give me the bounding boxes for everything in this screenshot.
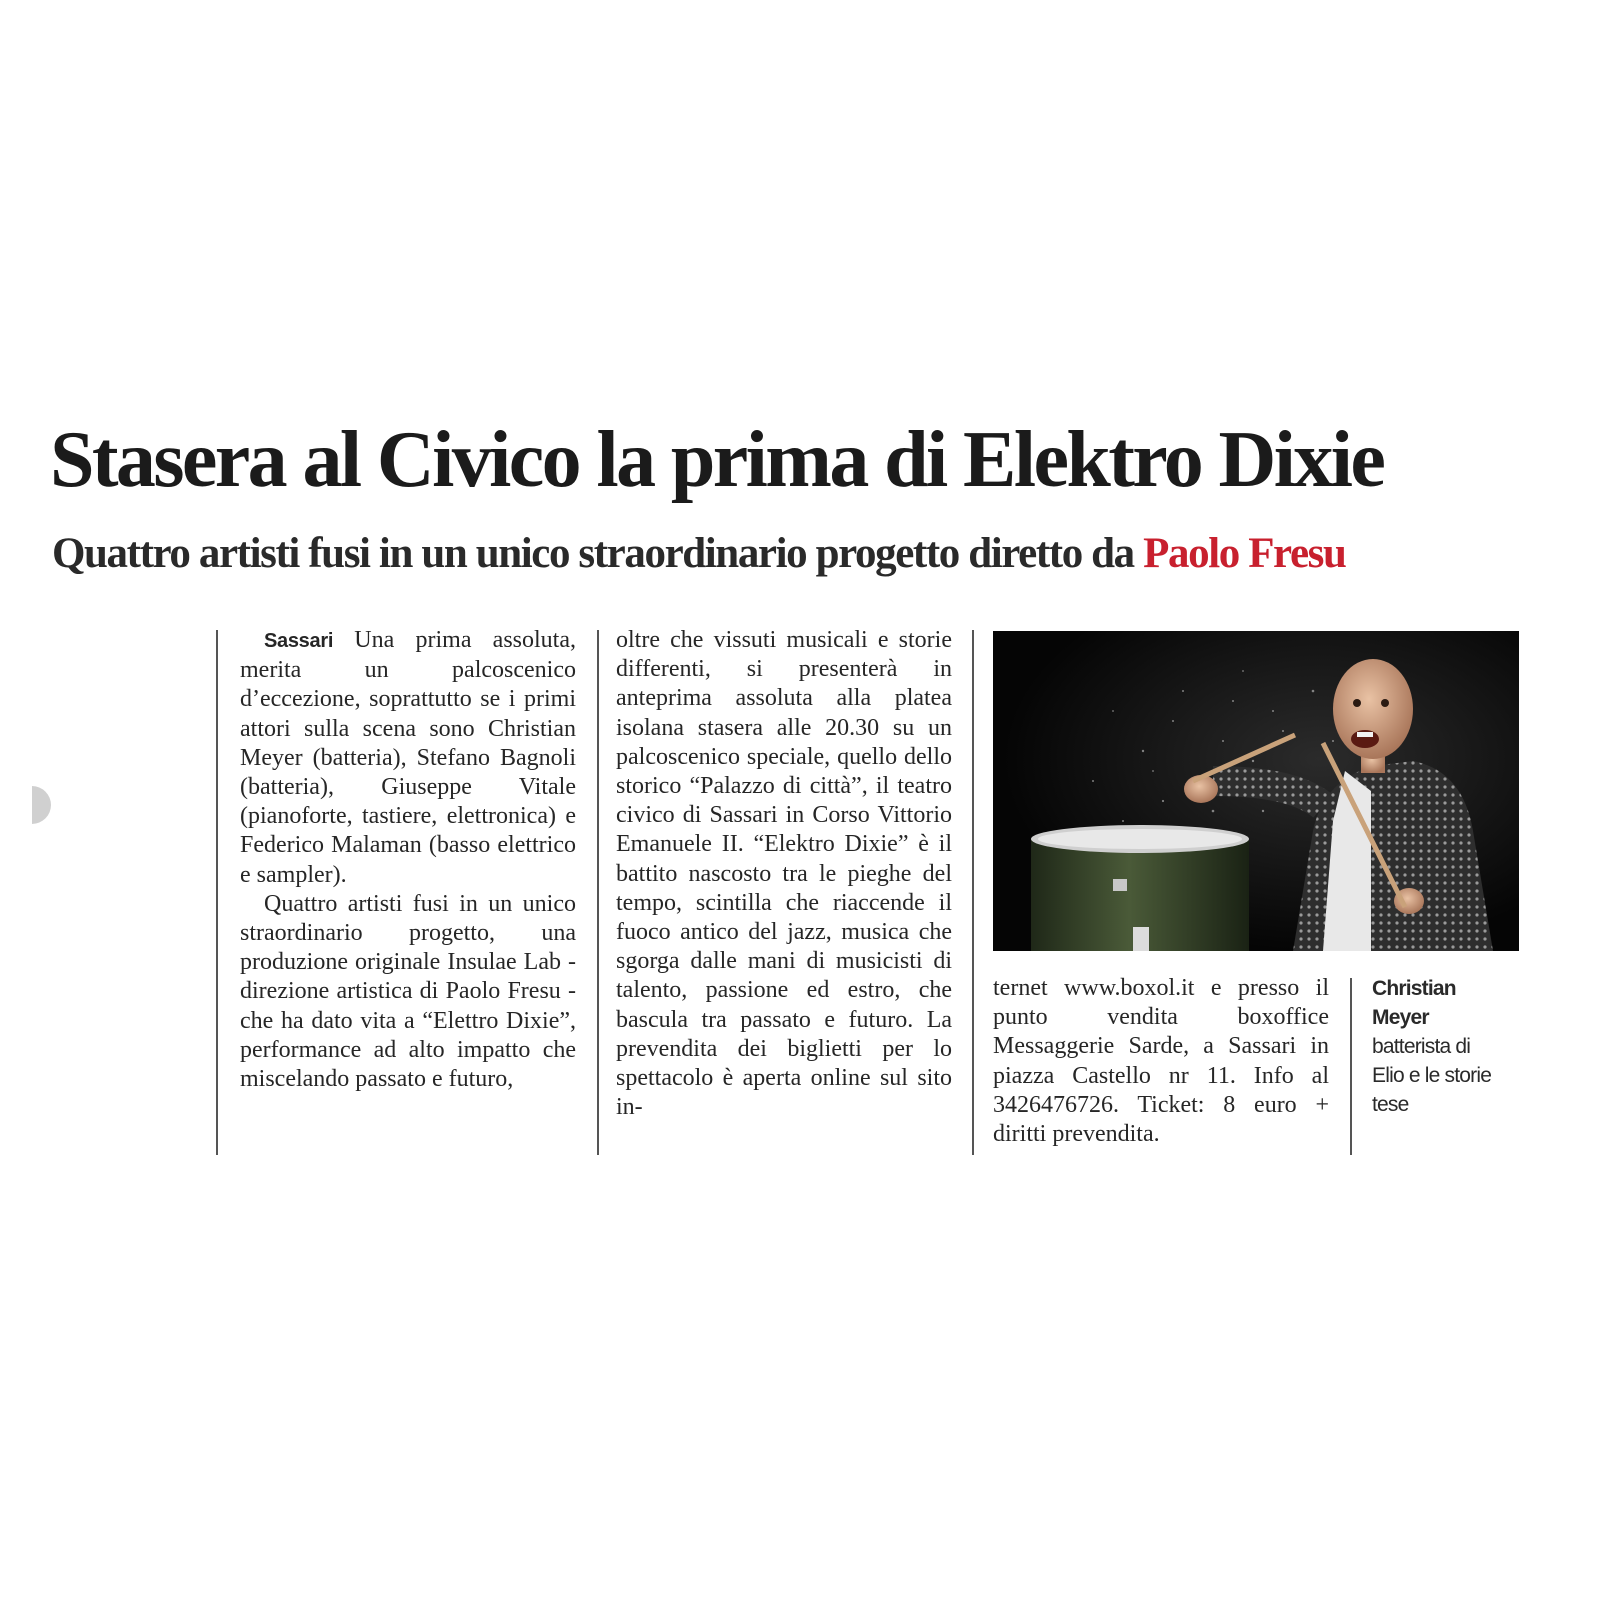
- column-rule-left: [216, 630, 218, 1155]
- paragraph-1-text: Una prima assoluta, merita un palcoscenico d’eccezione, soprattutto se i primi attori sulla scena sono Christian Meyer (batteria), Stefano Bagnoli (batteria), Giuseppe Vitale (pianoforte, tastiere, elettronica) e Federico Malaman (basso elettrico e sampler).: [240, 627, 576, 888]
- caption-name: Christian Meyer: [1372, 977, 1456, 1029]
- column-3-text: ternet www.boxol.it e presso il punto vendita boxoffice Messaggerie Sarde, a Sassari in piazza Castello nr 11. Info al 3426476726. Ticket: 8 euro + diritti prevendita.: [993, 975, 1329, 1148]
- subheadline-highlight-name: Paolo Fresu: [1143, 530, 1346, 577]
- caption-rule: [1350, 978, 1352, 1155]
- article-headline: Stasera al Civico la prima di Elektro Dixie: [50, 416, 1384, 504]
- column-rule-2: [972, 630, 974, 1155]
- column-2-text: oltre che vissuti musicali e storie differenti, si presenterà in anteprima assoluta alla platea isolana stasera alle 20.30 su un palcoscenico speciale, quello dello storico “Palazzo di città”, il teatro civico di Sassari in Corso Vittorio Emanuele II. “Elektro Dixie” è il battito nascosto tra le pieghe del tempo, scintilla che riaccende il fuoco antico del jazz, musica che sgorga dalle mani di musicisti di talento, passione ed estro, che bascula tra passato e futuro. La prevendita dei biglietti per lo spettacolo è aperta online sul sito in-: [616, 627, 952, 1121]
- caption-description: batterista di Elio e le storie tese: [1372, 1035, 1492, 1116]
- article-column-2: [616, 626, 952, 1122]
- dateline: Sassari: [264, 630, 334, 652]
- photo-caption: [1372, 974, 1502, 1119]
- article-subheadline: [52, 526, 1346, 582]
- subheadline-text: Quattro artisti fusi in un unico straordinario progetto diretto da: [52, 530, 1134, 577]
- article-photo: [993, 631, 1519, 951]
- article-column-1: [240, 626, 576, 1094]
- paragraph-1: [240, 626, 576, 890]
- paragraph-2: Quattro artisti fusi in un unico straordinario progetto, una produzione originale Insulae Lab - direzione artistica di Paolo Fresu - che ha dato vita a “Elettro Dixie”, performance ad alto impatto che miscelando passato e futuro,: [240, 890, 576, 1093]
- page-edge-marker-icon: [32, 786, 52, 829]
- drummer-photo-illustration: [993, 631, 1519, 951]
- column-rule-1: [597, 630, 599, 1155]
- article-column-3: [993, 974, 1329, 1149]
